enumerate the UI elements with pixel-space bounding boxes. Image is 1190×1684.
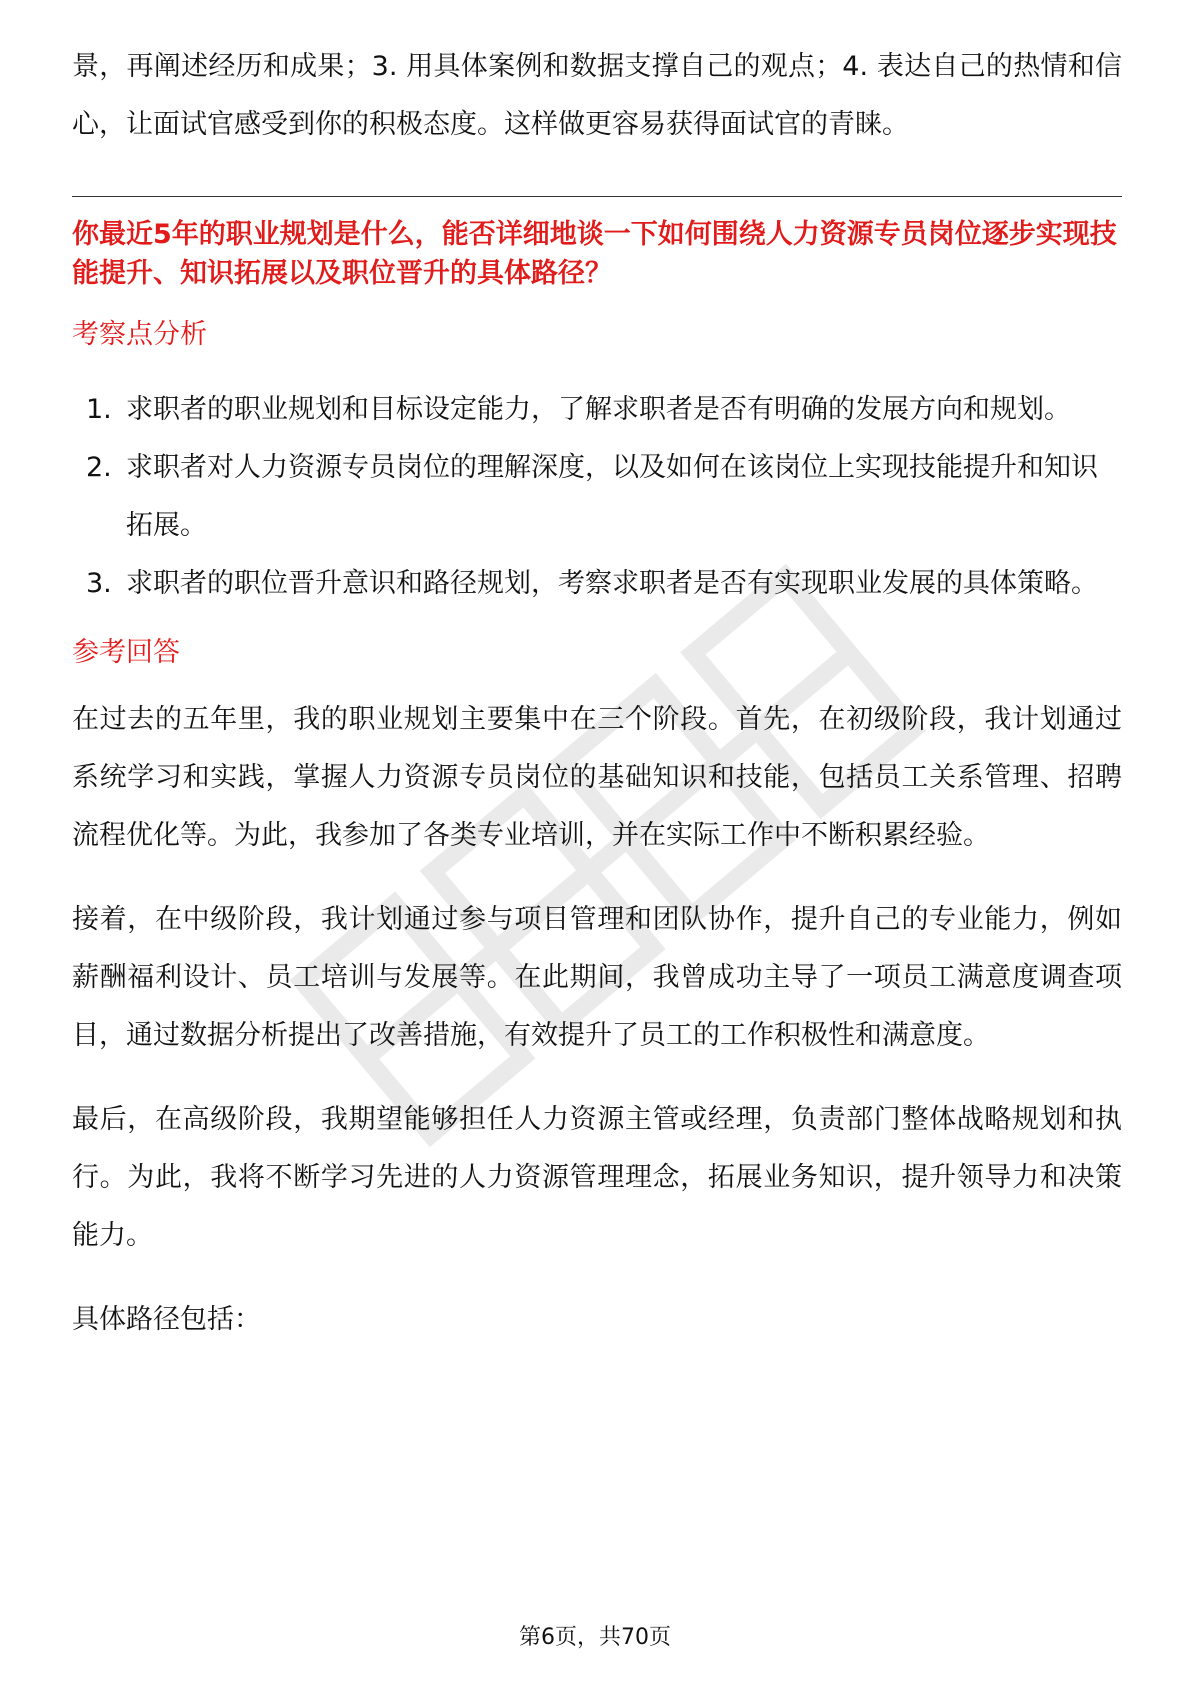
- document-page: [72, 38, 1122, 1349]
- list-item-number: 2.: [86, 452, 112, 483]
- section-divider: [72, 196, 1122, 197]
- analysis-title: 考察点分析: [72, 319, 207, 350]
- list-item-text: 求职者对人力资源专员岗位的理解深度，以及如何在该岗位上实现技能提升和知识拓展。: [126, 452, 1098, 541]
- answer-paragraph: 接着，在中级阶段，我计划通过参与项目管理和团队协作，提升自己的专业能力，例如薪酬福利设计、员工培训与发展等。在此期间，我曾成功主导了一项员工满意度调查项目，通过数据分析提出了改善措施，有效提升了员工的工作积极性和满意度。: [72, 904, 1122, 1051]
- page-number: 第6页，共70页: [519, 1625, 671, 1650]
- list-item-text: 求职者的职业规划和目标设定能力，了解求职者是否有明确的发展方向和规划。: [126, 394, 1071, 425]
- list-item: [72, 381, 1122, 439]
- list-item-number: 3.: [86, 568, 112, 599]
- list-item-text: 求职者的职位晋升意识和路径规划，考察求职者是否有实现职业发展的具体策略。: [126, 568, 1098, 599]
- list-item-number: 1.: [86, 394, 112, 425]
- answer-paragraph: 在过去的五年里，我的职业规划主要集中在三个阶段。首先，在初级阶段，我计划通过系统学习和实践，掌握人力资源专员岗位的基础知识和技能，包括员工关系管理、招聘流程优化等。为此，我参加了各类专业培训，并在实际工作中不断积累经验。: [72, 704, 1122, 851]
- analysis-list: [72, 381, 1122, 613]
- reference-title: 参考回答: [72, 637, 180, 668]
- list-item: [72, 555, 1122, 613]
- top-paragraph: 景，再阐述经历和成果；3. 用具体案例和数据支撑自己的观点；4. 表达自己的热情和信心，让面试官感受到你的积极态度。这样做更容易获得面试官的青睐。: [72, 51, 1122, 140]
- question-heading: 你最近5年的职业规划是什么，能否详细地谈一下如何围绕人力资源专员岗位逐步实现技能提升、知识拓展以及职位晋升的具体路径？: [72, 219, 1117, 289]
- list-item: [72, 439, 1122, 555]
- answer-paragraph: 最后，在高级阶段，我期望能够担任人力资源主管或经理，负责部门整体战略规划和执行。为此，我将不断学习先进的人力资源管理理念，拓展业务知识，提升领导力和决策能力。: [72, 1104, 1122, 1251]
- answer-paragraph: 具体路径包括：: [72, 1304, 261, 1335]
